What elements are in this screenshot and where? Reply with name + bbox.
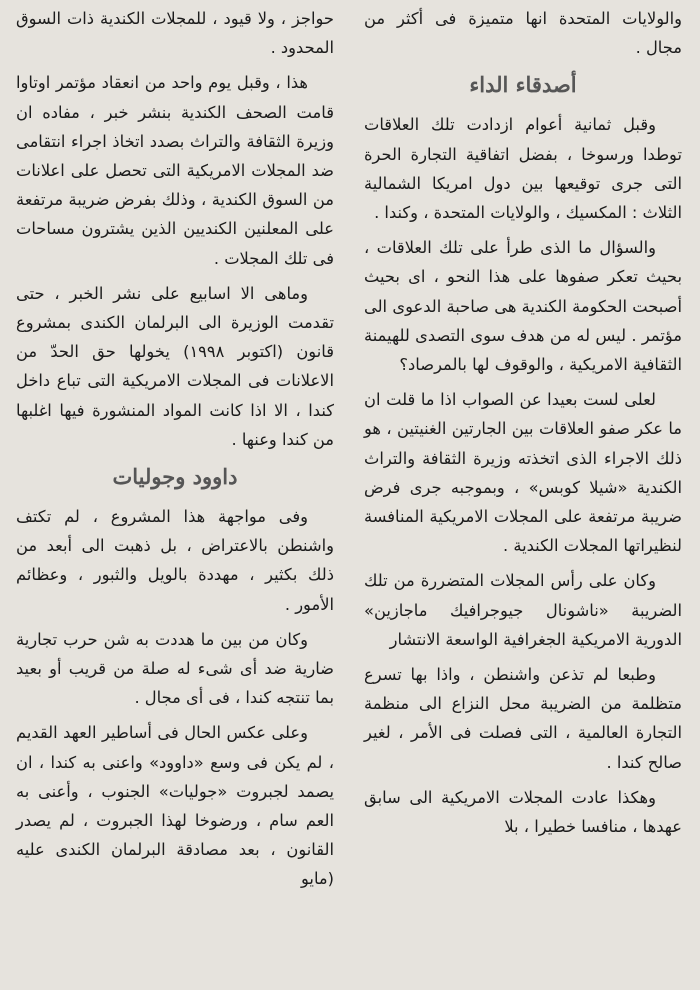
- paragraph: وقبل ثمانية أعوام ازدادت تلك العلاقات توطدا ورسوخا ، بفضل اتفاقية التجارة الحرة التى جرى توقيعها بين دول امريكا الشمالية الثلاث : المكسيك ، والولايات المتحدة ، وكندا .: [364, 115, 682, 223]
- paragraph: وكان على رأس المجلات المتضررة من تلك الضريبة «ناشونال جيوجرافيك ماجازين» الدورية الامريكية الجغرافية الواسعة الانتشار: [364, 571, 682, 649]
- paragraph: وطبعا لم تذعن واشنطن ، واذا بها تسرع متظلمة من الضريبة محل النزاع الى منظمة التجارة العالمية ، التى فصلت فى الأمر ، لغير صالح كندا .: [364, 665, 682, 772]
- left-column: [16, 4, 334, 990]
- section-heading-friends-of-disease: أصدقاء الداء: [469, 72, 577, 98]
- paragraph: لعلى لست بعيدا عن الصواب اذا ما قلت ان ما عكر صفو العلاقات بين الجارتين الغنيتين ، هو ذلك الاجراء الذى اتخذته وزيرة الثقافة والتراث الكندية «شيلا كوبس» ، وبموجبه جرى فرض ضريبة مرتفعة على المجلات الامريكية المنافسة لنظيراتها المجلات الكندية .: [364, 390, 682, 556]
- paragraph: وكان من بين ما هددت به شن حرب تجارية ضارية ضد أى شىء له صلة من قريب أو بعيد بما تنتجه كندا ، فى أى مجال .: [16, 629, 334, 708]
- article-columns: [16, 4, 682, 990]
- right-column-intro: والولايات المتحدة انها متميزة فى أكثر من مجال .: [364, 9, 682, 58]
- paragraph: وهكذا عادت المجلات الامريكية الى سابق عهدها ، منافسا خطيرا ، بلا: [364, 787, 682, 837]
- paragraph: هذا ، وقبل يوم واحد من انعقاد مؤتمر اوتاوا قامت الصحف الكندية بنشر خبر ، مفاده ان وزيرة الثقافة والتراث بصدد اتخاذ اجراء انتقامى ضد المجلات الامريكية التى تحصل على اعلانات من السوق الكندية ، وذلك بفرض ضريبة مرتفعة على المعلنين الكنديين الذين يشترون مساحات فى تلك المجلات .: [16, 73, 334, 268]
- left-column-intro: حواجز ، ولا قيود ، للمجلات الكندية ذات السوق المحدود .: [16, 9, 334, 58]
- section-heading-david-and-goliath: داوود وجوليات: [112, 464, 238, 490]
- right-column: [364, 4, 682, 990]
- paragraph: وفى مواجهة هذا المشروع ، لم تكتف واشنطن بالاعتراض ، بل ذهبت الى أبعد من ذلك بكثير ، مهددة بالويل والثبور ، وعظائم الأمور .: [16, 507, 334, 614]
- paragraph: والسؤال ما الذى طرأ على تلك العلاقات ، بحيث تعكر صفوها على هذا النحو ، اى بحيث أصبحت الحكومة الكندية هى صاحبة الدعوى الى مؤتمر . ليس له من هدف سوى التصدى للهيمنة الثقافية الامريكية ، والوقوف لها بالمرصاد؟: [364, 238, 682, 375]
- paragraph: وعلى عكس الحال فى أساطير العهد القديم ، لم يكن فى وسع «داوود» واعنى به كندا ، ان يصمد لجبروت «جوليات» الجنوب ، وأعنى به العم سام ، ورضوخا لهذا الجبروت ، لم يصدر القانون ، بعد مصادقة البرلمان الكندى عليه (مايو: [16, 723, 334, 889]
- paragraph: وماهى الا اسابيع على نشر الخبر ، حتى تقدمت الوزيرة الى البرلمان الكندى بمشروع قانون (اكتوبر ١٩٩٨) يخولها حق الحدّ من الاعلانات فى المجلات الامريكية التى تباع داخل كندا ، الا اذا كانت المواد المنشورة فيها اغلبها من كندا وعنها .: [16, 283, 334, 449]
